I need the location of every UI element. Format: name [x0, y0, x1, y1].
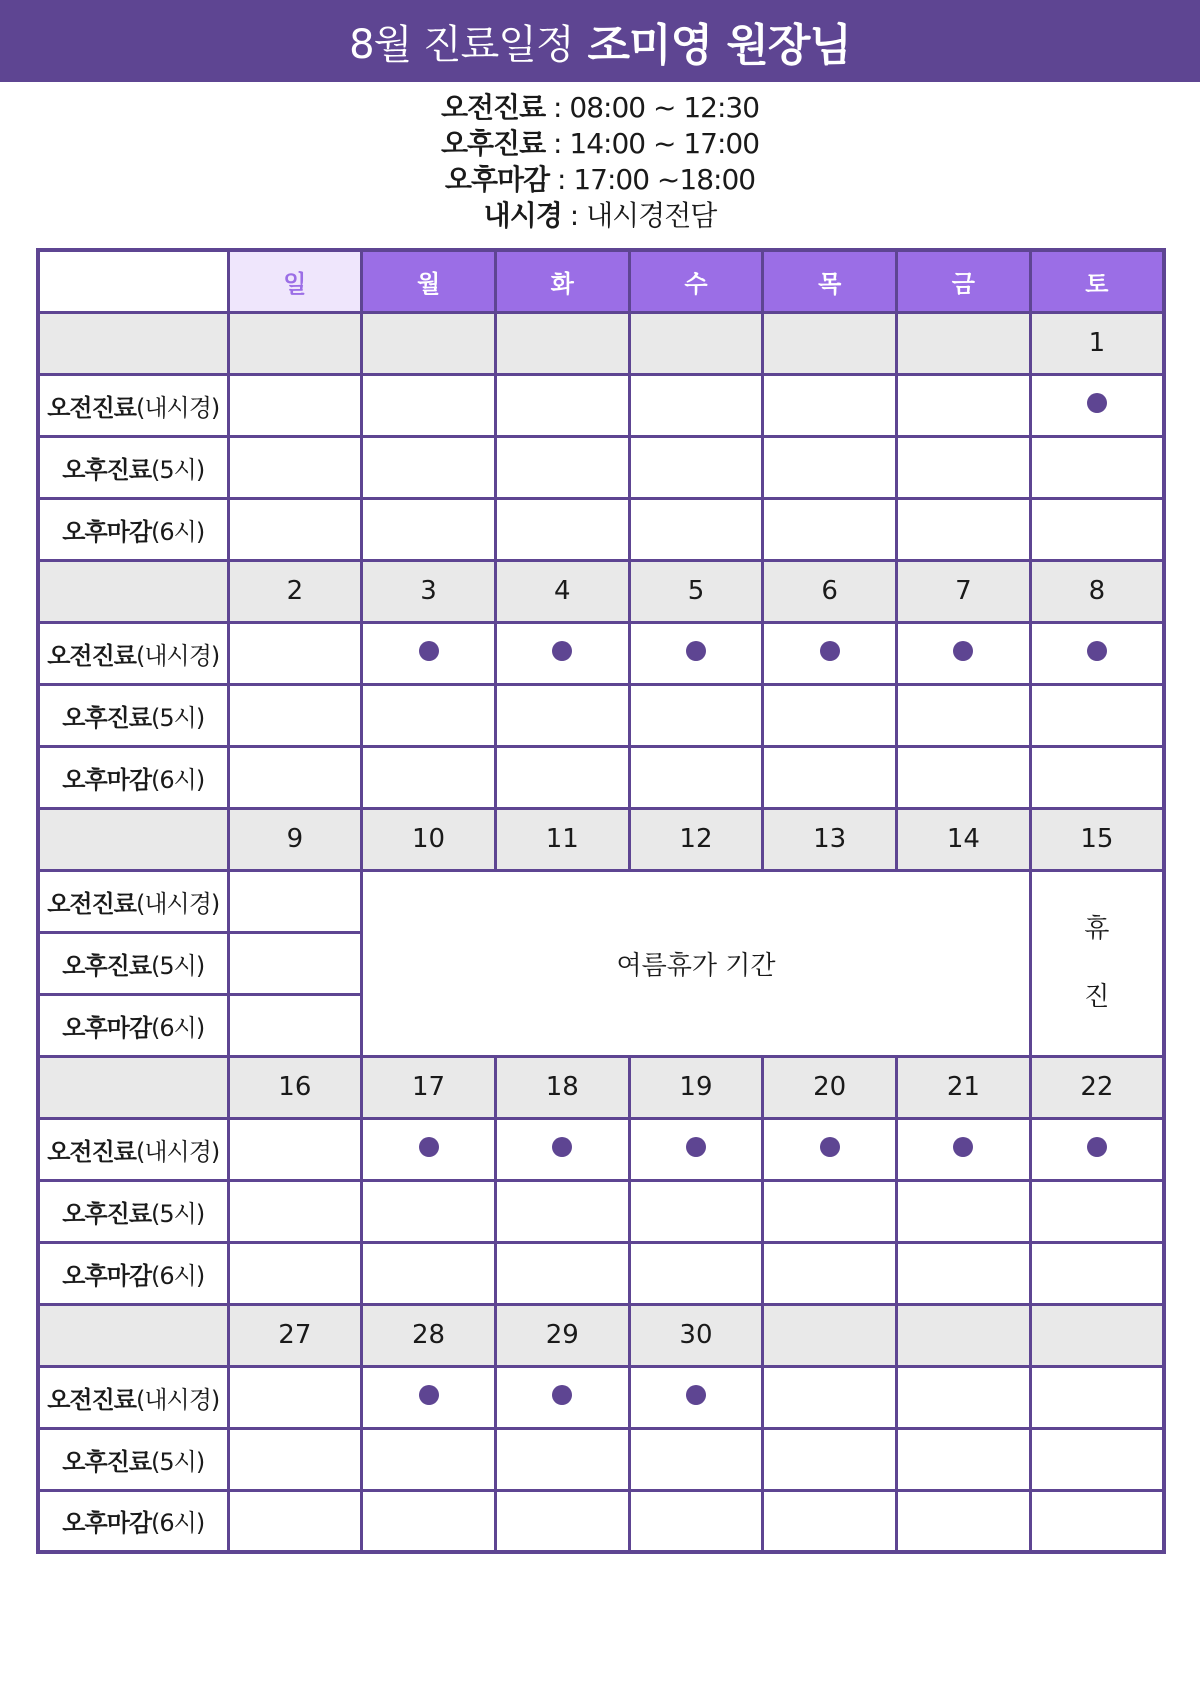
date-cell: 16	[228, 1056, 362, 1118]
date-cell: 11	[495, 808, 629, 870]
slot-cell	[629, 746, 763, 808]
am-label-sub: (내시경)	[135, 889, 220, 918]
close-row	[38, 498, 1164, 560]
slot-cell	[897, 436, 1031, 498]
date-cell: 2	[228, 560, 362, 622]
date-cell: 3	[362, 560, 496, 622]
close-row	[38, 746, 1164, 808]
pm-label-sub: (5시)	[151, 703, 205, 732]
slot-cell	[495, 684, 629, 746]
slot-cell	[362, 746, 496, 808]
open-dot	[552, 1385, 572, 1405]
hours-info	[0, 90, 1200, 234]
date-row	[38, 560, 1164, 622]
close-label-main: 오후마감	[62, 1509, 152, 1538]
date-cell: 22	[1030, 1056, 1164, 1118]
slot-cell	[228, 746, 362, 808]
am-row	[38, 374, 1164, 436]
slot-cell	[897, 1366, 1031, 1428]
pm-label	[38, 1428, 228, 1490]
slot-cell	[495, 1180, 629, 1242]
slot-cell	[495, 374, 629, 436]
slot-cell	[495, 1366, 629, 1428]
slot-cell	[495, 1242, 629, 1304]
slot-cell	[495, 1428, 629, 1490]
slot-cell	[629, 436, 763, 498]
slot-cell	[763, 498, 897, 560]
slot-cell	[629, 622, 763, 684]
hours-value: : 08:00 ~ 12:30	[545, 91, 760, 124]
hours-key: 오전진료	[440, 91, 546, 124]
pm-label-main: 오후진료	[62, 951, 152, 980]
slot-cell	[228, 1118, 362, 1180]
slot-cell	[362, 374, 496, 436]
slot-cell	[1030, 374, 1164, 436]
pm-label-main: 오후진료	[62, 455, 152, 484]
slot-cell	[629, 1180, 763, 1242]
open-dot	[419, 1137, 439, 1157]
date-cell: 7	[897, 560, 1031, 622]
hours-value: : 17:00 ~18:00	[549, 163, 756, 196]
slot-cell	[1030, 1366, 1164, 1428]
date-cell: 15	[1030, 808, 1164, 870]
slot-cell	[897, 1428, 1031, 1490]
date-row	[38, 312, 1164, 374]
date-cell: 10	[362, 808, 496, 870]
slot-cell	[1030, 436, 1164, 498]
slot-cell	[629, 1242, 763, 1304]
slot-cell	[362, 1428, 496, 1490]
slot-cell	[629, 684, 763, 746]
close-label	[38, 1490, 228, 1552]
date-row	[38, 1056, 1164, 1118]
slot-cell	[495, 498, 629, 560]
date-cell: 9	[228, 808, 362, 870]
pm-row	[38, 1180, 1164, 1242]
slot-cell	[495, 1118, 629, 1180]
slot-cell	[1030, 1180, 1164, 1242]
pm-label	[38, 684, 228, 746]
slot-cell	[763, 1242, 897, 1304]
close-label	[38, 1242, 228, 1304]
slot-cell	[897, 1490, 1031, 1552]
weekday-sun: 일	[228, 250, 362, 312]
open-dot	[686, 1385, 706, 1405]
pm-label	[38, 1180, 228, 1242]
slot-cell	[1030, 746, 1164, 808]
slot-cell	[763, 1118, 897, 1180]
slot-cell	[495, 1490, 629, 1552]
weekday-mon: 월	[362, 250, 496, 312]
slot-cell	[763, 374, 897, 436]
am-label-main: 오전진료	[47, 641, 136, 670]
slot-cell	[362, 498, 496, 560]
slot-cell	[362, 622, 496, 684]
slot-cell	[1030, 1118, 1164, 1180]
slot-cell	[897, 622, 1031, 684]
date-cell: 29	[495, 1304, 629, 1366]
hours-key: 오후진료	[440, 127, 546, 160]
slot-cell	[495, 622, 629, 684]
weekday-fri: 금	[897, 250, 1031, 312]
hours-row	[0, 126, 1200, 162]
slot-cell	[897, 498, 1031, 560]
summer-vacation-block: 여름휴가 기간	[362, 870, 1031, 1056]
hours-key: 내시경	[483, 199, 562, 232]
slot-cell	[228, 1490, 362, 1552]
date-cell: 8	[1030, 560, 1164, 622]
pm-row	[38, 1428, 1164, 1490]
am-label	[38, 870, 228, 932]
slot-cell	[362, 436, 496, 498]
slot-cell	[629, 498, 763, 560]
date-cell: 5	[629, 560, 763, 622]
slot-cell	[629, 1490, 763, 1552]
close-label-main: 오후마감	[62, 517, 152, 546]
title-doctor: 조미영 원장님	[587, 20, 851, 71]
closed-block	[1030, 870, 1164, 1056]
date-cell: 12	[629, 808, 763, 870]
slot-cell	[763, 622, 897, 684]
am-label-sub: (내시경)	[135, 393, 220, 422]
slot-cell	[897, 746, 1031, 808]
close-label-sub: (6시)	[151, 1013, 205, 1042]
close-label-sub: (6시)	[151, 1509, 205, 1538]
slot-cell	[1030, 1242, 1164, 1304]
am-row	[38, 1366, 1164, 1428]
open-dot	[1087, 1137, 1107, 1157]
close-row	[38, 1242, 1164, 1304]
date-cell: 4	[495, 560, 629, 622]
slot-cell	[897, 1118, 1031, 1180]
date-cell: 27	[228, 1304, 362, 1366]
pm-label-sub: (5시)	[151, 951, 205, 980]
pm-label-sub: (5시)	[151, 455, 205, 484]
close-label-sub: (6시)	[151, 517, 205, 546]
slot-cell	[362, 684, 496, 746]
slot-cell	[362, 1180, 496, 1242]
slot-cell	[1030, 1490, 1164, 1552]
am-label-main: 오전진료	[47, 1137, 136, 1166]
date-cell	[1030, 1304, 1164, 1366]
am-label-main: 오전진료	[47, 1385, 136, 1414]
close-label	[38, 746, 228, 808]
close-label	[38, 994, 228, 1056]
slot-cell	[763, 1490, 897, 1552]
slot-cell	[228, 498, 362, 560]
open-dot	[419, 1385, 439, 1405]
date-cell	[897, 312, 1031, 374]
date-cell: 28	[362, 1304, 496, 1366]
open-dot	[820, 1137, 840, 1157]
pm-label-main: 오후진료	[62, 1447, 152, 1476]
date-row-label	[38, 1056, 228, 1118]
slot-cell	[228, 932, 362, 994]
close-label-main: 오후마감	[62, 1013, 152, 1042]
am-label	[38, 1118, 228, 1180]
slot-cell	[228, 1180, 362, 1242]
slot-cell	[629, 1118, 763, 1180]
slot-cell	[897, 374, 1031, 436]
close-row	[38, 1490, 1164, 1552]
slot-cell	[228, 374, 362, 436]
slot-cell	[228, 436, 362, 498]
slot-cell	[228, 622, 362, 684]
slot-cell	[362, 1242, 496, 1304]
hours-value: : 내시경전담	[561, 199, 717, 232]
slot-cell	[629, 374, 763, 436]
am-row	[38, 1118, 1164, 1180]
hours-row	[0, 198, 1200, 234]
close-label-sub: (6시)	[151, 765, 205, 794]
open-dot	[552, 641, 572, 661]
open-dot	[1087, 641, 1107, 661]
slot-cell	[362, 1118, 496, 1180]
am-label-sub: (내시경)	[135, 1137, 220, 1166]
date-cell: 1	[1030, 312, 1164, 374]
date-cell	[362, 312, 496, 374]
slot-cell	[629, 1428, 763, 1490]
title-month: 8월 진료일정	[349, 21, 574, 68]
slot-cell	[228, 684, 362, 746]
weekday-wed: 수	[629, 250, 763, 312]
date-cell: 20	[763, 1056, 897, 1118]
slot-cell	[1030, 498, 1164, 560]
hours-key: 오후마감	[444, 163, 550, 196]
slot-cell	[763, 436, 897, 498]
date-row	[38, 1304, 1164, 1366]
open-dot	[686, 1137, 706, 1157]
closed-line-2: 진	[1084, 982, 1110, 1012]
am-row	[38, 622, 1164, 684]
slot-cell	[763, 746, 897, 808]
weekday-tue: 화	[495, 250, 629, 312]
weekday-sat: 토	[1030, 250, 1164, 312]
date-cell	[495, 312, 629, 374]
open-dot	[953, 641, 973, 661]
slot-cell	[228, 1366, 362, 1428]
corner-cell	[38, 250, 228, 312]
close-label	[38, 498, 228, 560]
date-cell	[629, 312, 763, 374]
slot-cell	[228, 1428, 362, 1490]
slot-cell	[1030, 1428, 1164, 1490]
closed-line-1: 휴	[1084, 914, 1110, 944]
open-dot	[419, 641, 439, 661]
slot-cell	[763, 1366, 897, 1428]
slot-cell	[763, 1180, 897, 1242]
close-label-sub: (6시)	[151, 1261, 205, 1290]
am-label-main: 오전진료	[47, 889, 136, 918]
slot-cell	[228, 870, 362, 932]
weekday-header-row	[38, 250, 1164, 312]
slot-cell	[897, 1180, 1031, 1242]
pm-label-main: 오후진료	[62, 1199, 152, 1228]
pm-label	[38, 932, 228, 994]
am-label	[38, 622, 228, 684]
date-cell	[763, 1304, 897, 1366]
hours-value: : 14:00 ~ 17:00	[545, 127, 760, 160]
pm-row	[38, 436, 1164, 498]
pm-label	[38, 436, 228, 498]
slot-cell	[362, 1366, 496, 1428]
slot-cell	[629, 1366, 763, 1428]
slot-cell	[228, 994, 362, 1056]
am-label-sub: (내시경)	[135, 1385, 220, 1414]
slot-cell	[362, 1490, 496, 1552]
slot-cell	[1030, 684, 1164, 746]
hours-row	[0, 90, 1200, 126]
date-cell: 13	[763, 808, 897, 870]
date-cell: 18	[495, 1056, 629, 1118]
date-row-label	[38, 312, 228, 374]
slot-cell	[495, 746, 629, 808]
am-label	[38, 1366, 228, 1428]
am-row	[38, 870, 1164, 932]
pm-label-sub: (5시)	[151, 1447, 205, 1476]
open-dot	[1087, 393, 1107, 413]
close-label-main: 오후마감	[62, 765, 152, 794]
open-dot	[552, 1137, 572, 1157]
date-cell	[897, 1304, 1031, 1366]
date-cell: 19	[629, 1056, 763, 1118]
pm-label-sub: (5시)	[151, 1199, 205, 1228]
open-dot	[686, 641, 706, 661]
date-cell: 21	[897, 1056, 1031, 1118]
slot-cell	[897, 1242, 1031, 1304]
am-label-sub: (내시경)	[135, 641, 220, 670]
date-cell: 17	[362, 1056, 496, 1118]
date-row-label	[38, 1304, 228, 1366]
am-label-main: 오전진료	[47, 393, 136, 422]
slot-cell	[897, 684, 1031, 746]
slot-cell	[1030, 622, 1164, 684]
schedule-table	[36, 248, 1166, 1554]
date-row	[38, 808, 1164, 870]
date-row-label	[38, 560, 228, 622]
date-cell	[763, 312, 897, 374]
slot-cell	[763, 1428, 897, 1490]
date-row-label	[38, 808, 228, 870]
close-label-main: 오후마감	[62, 1261, 152, 1290]
pm-row	[38, 684, 1164, 746]
title-banner	[0, 0, 1200, 82]
slot-cell	[495, 436, 629, 498]
slot-cell	[763, 684, 897, 746]
date-cell	[228, 312, 362, 374]
date-cell: 30	[629, 1304, 763, 1366]
pm-label-main: 오후진료	[62, 703, 152, 732]
open-dot	[953, 1137, 973, 1157]
date-cell: 14	[897, 808, 1031, 870]
am-label	[38, 374, 228, 436]
slot-cell	[228, 1242, 362, 1304]
weekday-thu: 목	[763, 250, 897, 312]
hours-row	[0, 162, 1200, 198]
date-cell: 6	[763, 560, 897, 622]
open-dot	[820, 641, 840, 661]
